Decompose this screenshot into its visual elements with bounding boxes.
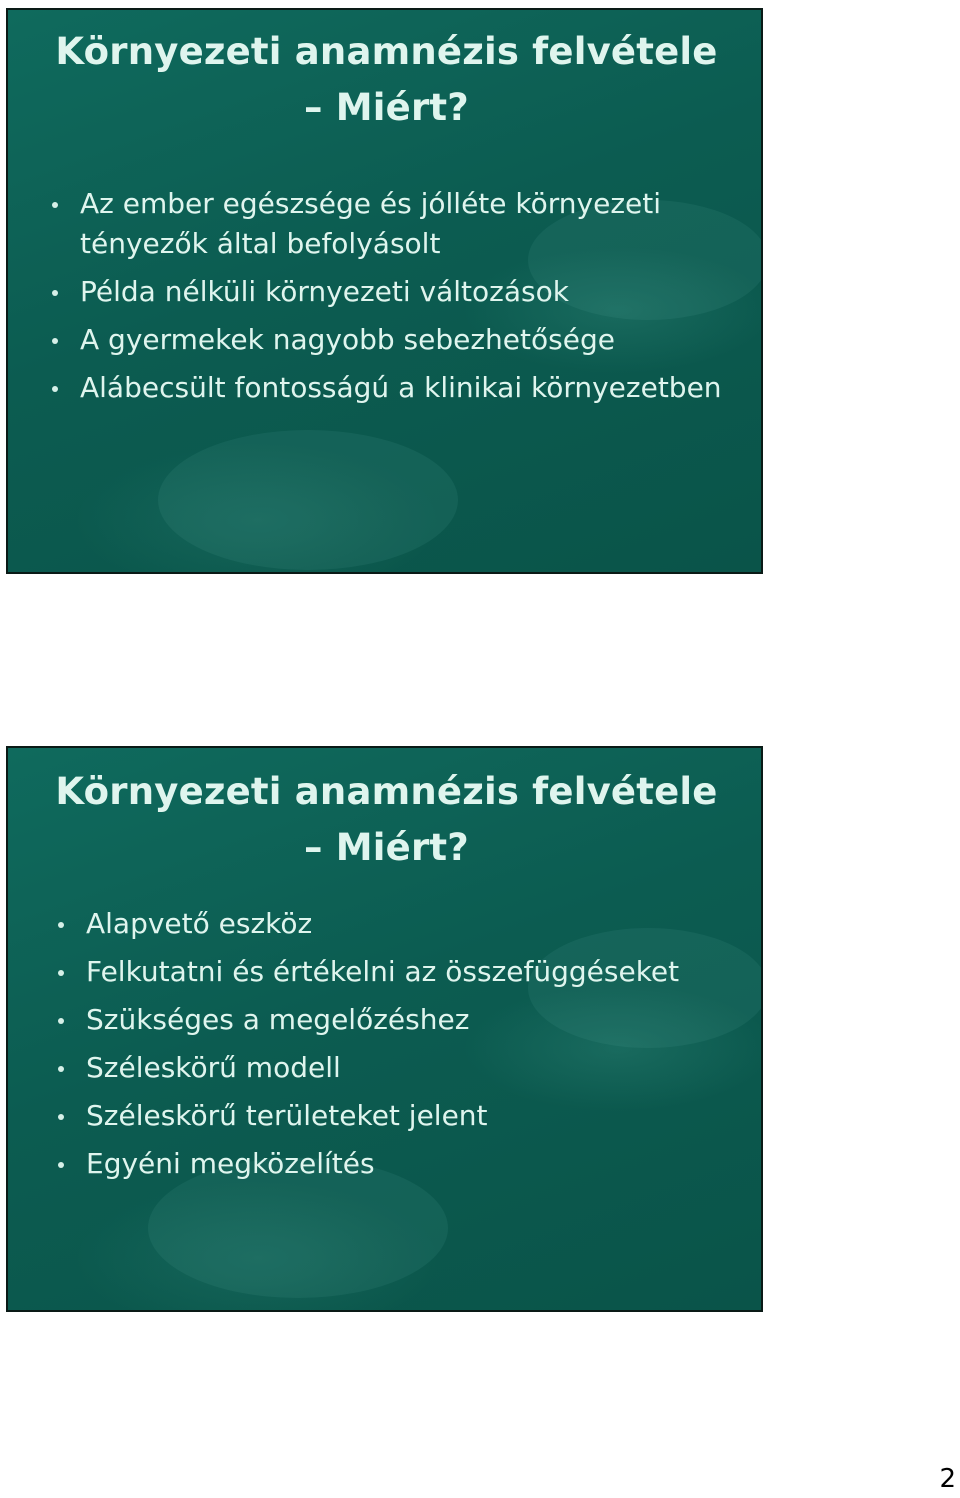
bullet-item: Széleskörű modell <box>54 1048 744 1088</box>
bullet-list <box>48 184 738 416</box>
bullet-item: Széleskörű területeket jelent <box>54 1096 744 1136</box>
bullet-dot-icon <box>52 202 58 208</box>
slide-title <box>8 764 763 876</box>
slide-title <box>8 24 763 136</box>
bullet-item: Felkutatni és értékelni az összefüggéseket <box>54 952 744 992</box>
bullet-dot-icon <box>58 1066 64 1072</box>
bullet-dot-icon <box>58 1018 64 1024</box>
bullet-dot-icon <box>52 290 58 296</box>
bullet-item: A gyermekek nagyobb sebezhetősége <box>48 320 738 360</box>
slide-title-line-1: Környezeti anamnézis felvétele <box>55 30 718 73</box>
page-number: 2 <box>939 1464 956 1494</box>
bullet-list <box>54 904 744 1192</box>
bullet-dot-icon <box>58 1162 64 1168</box>
slide-title-line-2: – Miért? <box>304 86 469 129</box>
slide-1 <box>6 8 763 574</box>
bullet-dot-icon <box>52 386 58 392</box>
bullet-dot-icon <box>52 338 58 344</box>
slide-title-line-1: Környezeti anamnézis felvétele <box>55 770 718 813</box>
bullet-item: Egyéni megközelítés <box>54 1144 744 1184</box>
bullet-item: Alábecsült fontosságú a klinikai környezetben <box>48 368 738 408</box>
slide-title-line-2: – Miért? <box>304 826 469 869</box>
bullet-dot-icon <box>58 922 64 928</box>
bullet-item: Példa nélküli környezeti változások <box>48 272 738 312</box>
hand-watermark-decoration <box>158 430 458 570</box>
slide-2 <box>6 746 763 1312</box>
bullet-item: Az ember egészsége és jólléte környezeti tényezők által befolyásolt <box>48 184 738 264</box>
bullet-dot-icon <box>58 1114 64 1120</box>
bullet-item: Alapvető eszköz <box>54 904 744 944</box>
bullet-item: Szükséges a megelőzéshez <box>54 1000 744 1040</box>
bullet-dot-icon <box>58 970 64 976</box>
